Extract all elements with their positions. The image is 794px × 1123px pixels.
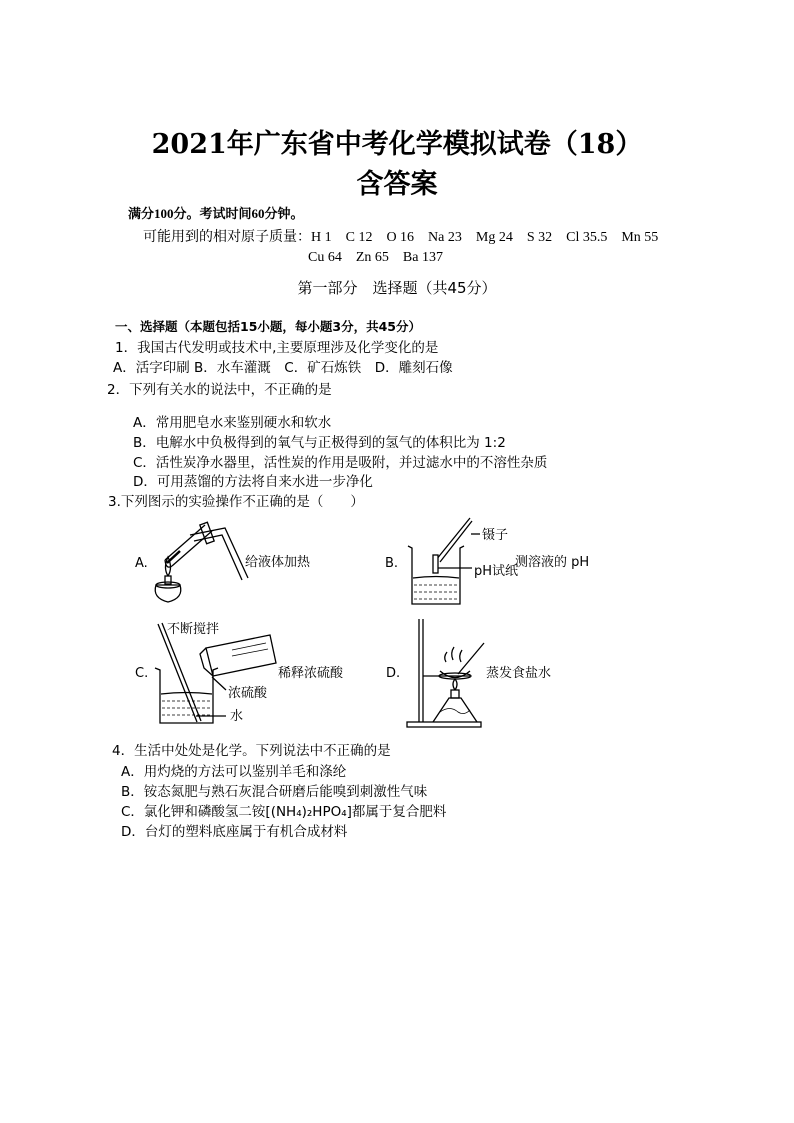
question-2-stem: 2．下列有关水的说法中，不正确的是	[107, 382, 332, 398]
figure-b-label: 测溶液的 pH	[515, 555, 590, 570]
figure-a-label: 给液体加热	[245, 555, 311, 570]
part1-heading: 第一部分 选择题（共45分）	[297, 279, 497, 297]
figure-c-stir-label: 不断搅拌	[167, 622, 220, 637]
figure-c-acid-label: 浓硫酸	[228, 686, 268, 701]
figure-b-letter: B.	[385, 556, 399, 571]
figure-c-letter: C.	[135, 666, 149, 681]
question-1-options: A．活字印刷 B．水车灌溉 C．矿石炼铁 D．雕刻石像	[113, 360, 453, 376]
question-2-option-a: A．常用肥皂水来鉴别硬水和软水	[133, 415, 332, 431]
figure-a-heating-liquid	[155, 522, 248, 602]
figure-d-evaporate	[407, 619, 484, 727]
exam-title-line1: 2021年广东省中考化学模拟试卷（18）	[151, 129, 643, 160]
question-4-option-c: C．氯化钾和磷酸氢二铵[(NH₄)₂HPO₄]都属于复合肥料	[121, 804, 447, 820]
question-4-stem: 4．生活中处处是化学。下列说法中不正确的是	[112, 743, 391, 759]
question-1-stem: 1．我国古代发明或技术中,主要原理涉及化学变化的是	[115, 340, 439, 356]
section-heading: 一、选择题（本题包括15小题，每小题3分，共45分）	[115, 319, 421, 334]
figure-d-label: 蒸发食盐水	[486, 666, 552, 681]
score-time-note: 满分100分。考试时间60分钟。	[128, 206, 304, 221]
question-4-option-b: B．铵态氮肥与熟石灰混合研磨后能嗅到刺激性气味	[121, 784, 428, 800]
atomic-mass-line1: 可能用到的相对原子质量：H 1 C 12 O 16 Na 23 Mg 24 S 32 Cl 35.5 Mn 55	[143, 230, 659, 245]
question-4-option-a: A．用灼烧的方法可以鉴别羊毛和涤纶	[121, 764, 347, 780]
figure-a-letter: A.	[135, 556, 148, 571]
figure-d-letter: D.	[386, 666, 401, 681]
figure-b-tweezers-label: 镊子	[482, 528, 509, 543]
question-3-stem: 3.下列图示的实验操作不正确的是（ ）	[108, 494, 364, 510]
figure-c-dilute-acid	[155, 623, 276, 723]
atomic-mass-line2: Cu 64 Zn 65 Ba 137	[308, 250, 443, 265]
figure-c-water-label: 水	[230, 709, 244, 724]
question-4-option-d: D．台灯的塑料底座属于有机合成材料	[121, 824, 348, 840]
exam-title-line2: 含答案	[356, 169, 438, 200]
question-2-option-d: D．可用蒸馏的方法将自来水进一步净化	[133, 474, 373, 490]
question-2-option-b: B．电解水中负极得到的氧气与正极得到的氢气的体积比为 1:2	[133, 435, 506, 451]
figure-b-paper-label: pH试纸	[474, 564, 519, 579]
question-2-option-c: C．活性炭净水器里，活性炭的作用是吸附，并过滤水中的不溶性杂质	[133, 455, 548, 471]
figure-b-ph-test	[408, 518, 480, 604]
figure-c-label: 稀释浓硫酸	[278, 666, 344, 681]
